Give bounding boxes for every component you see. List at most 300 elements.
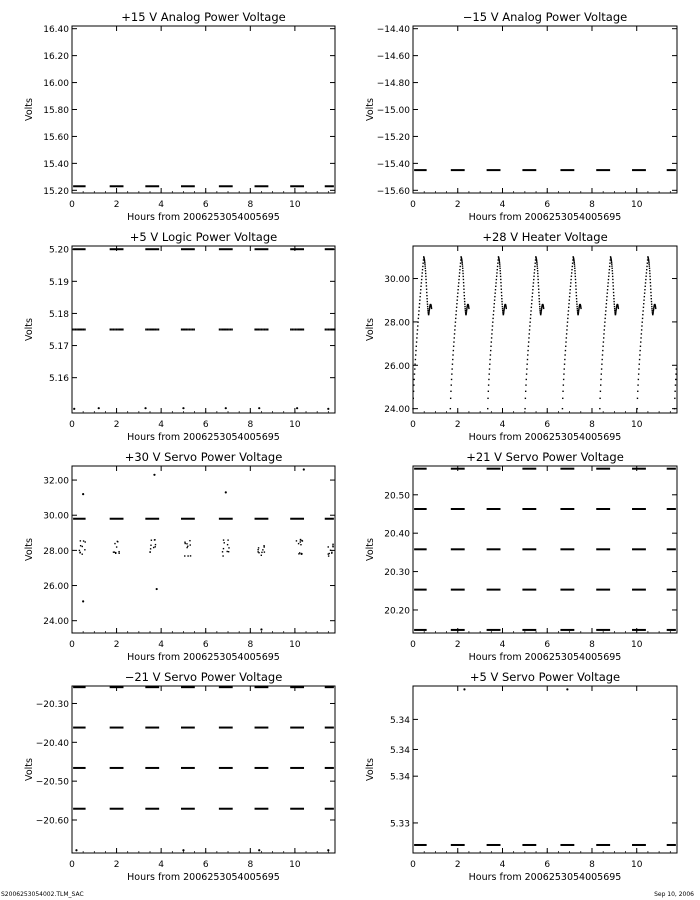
data-point bbox=[224, 542, 225, 543]
data-point bbox=[415, 350, 416, 351]
data-point bbox=[651, 308, 652, 309]
data-point bbox=[263, 545, 264, 546]
data-point bbox=[580, 308, 581, 309]
data-point bbox=[303, 329, 305, 331]
data-point bbox=[454, 333, 455, 334]
data-point bbox=[602, 354, 603, 355]
data-point bbox=[331, 552, 332, 553]
data-point bbox=[464, 298, 465, 299]
data-point bbox=[464, 303, 465, 304]
data-point bbox=[463, 289, 464, 290]
data-point bbox=[455, 314, 456, 315]
data-point bbox=[422, 272, 423, 273]
data-point bbox=[463, 292, 464, 293]
data-point bbox=[536, 260, 537, 261]
y-tick-label: −14.80 bbox=[376, 79, 410, 90]
data-point bbox=[494, 303, 495, 304]
x-tick-label: 2 bbox=[454, 860, 461, 870]
data-point bbox=[122, 329, 124, 331]
data-point bbox=[189, 329, 191, 331]
data-point bbox=[227, 544, 228, 545]
data-point bbox=[451, 379, 452, 380]
data-point bbox=[649, 268, 650, 269]
y-tick-label: −14.40 bbox=[376, 25, 410, 36]
data-point bbox=[506, 308, 507, 309]
data-point bbox=[613, 289, 614, 290]
data-point bbox=[528, 337, 529, 338]
data-point bbox=[427, 310, 428, 311]
data-point bbox=[463, 279, 464, 280]
data-point bbox=[193, 329, 195, 331]
data-point bbox=[607, 286, 608, 287]
data-point bbox=[185, 543, 186, 544]
data-point bbox=[85, 541, 86, 542]
x-tick-label: 10 bbox=[289, 640, 301, 650]
data-point bbox=[539, 306, 540, 307]
data-point bbox=[574, 265, 575, 266]
y-axis-label: Volts bbox=[24, 98, 35, 121]
data-point bbox=[500, 273, 501, 274]
data-point bbox=[637, 384, 638, 385]
data-point bbox=[537, 265, 538, 266]
data-point bbox=[570, 286, 571, 287]
data-point bbox=[644, 289, 645, 290]
data-point bbox=[80, 545, 81, 546]
y-tick-label: 26.00 bbox=[384, 361, 410, 372]
y-axis-label: Volts bbox=[365, 98, 376, 121]
data-point bbox=[455, 318, 456, 319]
data-point bbox=[149, 551, 150, 552]
data-point bbox=[415, 359, 416, 360]
data-point bbox=[417, 329, 418, 330]
y-tick-label: 16.20 bbox=[43, 52, 69, 63]
data-point bbox=[639, 364, 640, 365]
data-point bbox=[451, 368, 452, 369]
data-point bbox=[457, 289, 458, 290]
x-tick-label: 6 bbox=[202, 200, 209, 210]
data-point bbox=[497, 263, 498, 264]
data-point bbox=[501, 295, 502, 296]
data-point bbox=[415, 354, 416, 355]
data-point bbox=[426, 292, 427, 293]
data-point bbox=[76, 329, 78, 331]
y-tick-label: −15.20 bbox=[376, 132, 410, 143]
data-point bbox=[298, 543, 299, 544]
data-point bbox=[609, 269, 610, 270]
x-axis-label: Hours from 2006253054005695 bbox=[468, 652, 622, 663]
data-point bbox=[638, 379, 639, 380]
data-point bbox=[264, 329, 266, 331]
chart-title: +5 V Logic Power Voltage bbox=[129, 230, 278, 244]
data-point bbox=[527, 359, 528, 360]
data-point bbox=[502, 306, 503, 307]
outlier-point bbox=[303, 468, 305, 470]
data-point bbox=[118, 551, 119, 552]
data-point bbox=[429, 310, 430, 311]
data-point bbox=[114, 329, 116, 331]
data-point bbox=[531, 299, 532, 300]
data-point bbox=[526, 379, 527, 380]
data-point bbox=[228, 547, 229, 548]
data-point bbox=[494, 299, 495, 300]
data-point bbox=[608, 279, 609, 280]
data-point bbox=[576, 292, 577, 293]
outlier-point bbox=[73, 408, 75, 410]
plot-frame bbox=[413, 686, 677, 853]
data-point bbox=[150, 329, 152, 331]
data-point bbox=[533, 282, 534, 283]
data-point bbox=[264, 551, 265, 552]
data-point bbox=[600, 391, 601, 392]
data-point bbox=[490, 346, 491, 347]
data-point bbox=[488, 391, 489, 392]
x-tick-label: 10 bbox=[289, 200, 301, 210]
data-point bbox=[499, 260, 500, 261]
data-point bbox=[117, 329, 119, 331]
data-point bbox=[615, 314, 616, 315]
data-point bbox=[577, 314, 578, 315]
data-point bbox=[426, 285, 427, 286]
data-point bbox=[637, 398, 638, 399]
data-point bbox=[652, 314, 653, 315]
x-tick-label: 8 bbox=[247, 640, 254, 650]
x-tick-label: 6 bbox=[202, 860, 209, 870]
data-point bbox=[82, 553, 83, 554]
data-point bbox=[267, 329, 269, 331]
data-point bbox=[466, 311, 467, 312]
outlier-point bbox=[296, 407, 298, 409]
data-point bbox=[532, 286, 533, 287]
data-point bbox=[458, 282, 459, 283]
y-tick-label: 15.20 bbox=[43, 186, 69, 197]
data-point bbox=[414, 373, 415, 374]
data-point bbox=[75, 329, 77, 331]
data-point bbox=[618, 308, 619, 309]
data-point bbox=[299, 552, 300, 553]
data-point bbox=[651, 301, 652, 302]
data-point bbox=[464, 301, 465, 302]
y-tick-label: 30.00 bbox=[43, 511, 69, 522]
data-point bbox=[258, 329, 260, 331]
x-tick-label: 2 bbox=[454, 200, 461, 210]
data-point bbox=[645, 279, 646, 280]
data-point bbox=[489, 364, 490, 365]
data-point bbox=[539, 303, 540, 304]
data-point bbox=[418, 318, 419, 319]
data-point bbox=[78, 329, 80, 331]
data-point bbox=[426, 282, 427, 283]
data-point bbox=[577, 308, 578, 309]
data-point bbox=[529, 325, 530, 326]
data-point bbox=[642, 310, 643, 311]
data-point bbox=[118, 553, 119, 554]
data-point bbox=[650, 292, 651, 293]
data-point bbox=[535, 263, 536, 264]
x-tick-label: 0 bbox=[69, 640, 75, 650]
data-point bbox=[223, 329, 225, 331]
plot-frame bbox=[413, 26, 677, 193]
data-point bbox=[459, 269, 460, 270]
x-tick-label: 10 bbox=[631, 860, 643, 870]
data-point bbox=[611, 268, 612, 269]
data-point bbox=[525, 384, 526, 385]
plot-frame bbox=[413, 246, 677, 413]
data-point bbox=[228, 329, 230, 331]
x-tick-label: 0 bbox=[69, 420, 75, 430]
data-point bbox=[578, 311, 579, 312]
data-point bbox=[538, 285, 539, 286]
outlier-point bbox=[258, 407, 260, 409]
data-point bbox=[651, 298, 652, 299]
data-point bbox=[453, 350, 454, 351]
y-tick-label: 28.00 bbox=[43, 546, 69, 557]
outlier-point bbox=[182, 407, 184, 409]
data-point bbox=[567, 314, 568, 315]
data-point bbox=[427, 303, 428, 304]
data-point bbox=[461, 260, 462, 261]
data-point bbox=[571, 272, 572, 273]
chart-panel-2 bbox=[365, 10, 677, 223]
data-point bbox=[155, 329, 157, 331]
y-axis-label: Volts bbox=[24, 758, 35, 781]
data-point bbox=[463, 282, 464, 283]
data-point bbox=[641, 325, 642, 326]
data-point bbox=[539, 310, 540, 311]
data-point bbox=[412, 408, 413, 409]
data-point bbox=[330, 550, 331, 551]
data-point bbox=[491, 337, 492, 338]
plot-frame bbox=[72, 466, 335, 633]
chart-panel-8 bbox=[365, 670, 677, 883]
data-point bbox=[537, 276, 538, 277]
data-point bbox=[601, 364, 602, 365]
data-point bbox=[73, 329, 75, 331]
data-point bbox=[418, 310, 419, 311]
x-tick-label: 2 bbox=[113, 860, 120, 870]
data-point bbox=[525, 398, 526, 399]
y-tick-label: 15.40 bbox=[43, 159, 69, 170]
data-point bbox=[537, 270, 538, 271]
x-tick-label: 4 bbox=[158, 860, 165, 870]
data-point bbox=[424, 260, 425, 261]
chart-panel-5 bbox=[24, 450, 335, 663]
data-point bbox=[575, 276, 576, 277]
data-point bbox=[334, 329, 336, 331]
x-tick-label: 2 bbox=[113, 420, 120, 430]
x-axis-label: Hours from 2006253054005695 bbox=[127, 872, 280, 883]
data-point bbox=[111, 329, 113, 331]
data-point bbox=[564, 364, 565, 365]
data-point bbox=[563, 379, 564, 380]
data-point bbox=[639, 359, 640, 360]
data-point bbox=[326, 329, 328, 331]
data-point bbox=[460, 266, 461, 267]
x-tick-label: 0 bbox=[69, 200, 75, 210]
data-point bbox=[650, 285, 651, 286]
data-point bbox=[148, 329, 150, 331]
data-point bbox=[464, 308, 465, 309]
x-tick-label: 4 bbox=[499, 640, 506, 650]
data-point bbox=[574, 262, 575, 263]
data-point bbox=[228, 551, 229, 552]
data-point bbox=[84, 329, 86, 331]
data-point bbox=[417, 321, 418, 322]
y-tick-label: −20.40 bbox=[35, 738, 69, 749]
data-point bbox=[564, 368, 565, 369]
data-point bbox=[611, 260, 612, 261]
x-axis-label: Hours from 2006253054005695 bbox=[127, 212, 280, 223]
data-point bbox=[613, 292, 614, 293]
data-point bbox=[611, 262, 612, 263]
y-axis-label: Volts bbox=[365, 538, 376, 561]
data-point bbox=[116, 329, 118, 331]
data-point bbox=[300, 539, 301, 540]
data-point bbox=[609, 263, 610, 264]
data-point bbox=[538, 282, 539, 283]
data-point bbox=[222, 551, 223, 552]
data-point bbox=[332, 544, 333, 545]
data-point bbox=[606, 299, 607, 300]
data-point bbox=[465, 314, 466, 315]
y-tick-label: 5.16 bbox=[48, 374, 69, 385]
data-point bbox=[499, 268, 500, 269]
data-point bbox=[328, 329, 330, 331]
data-point bbox=[491, 341, 492, 342]
x-tick-label: 0 bbox=[410, 640, 416, 650]
data-point bbox=[459, 276, 460, 277]
data-point bbox=[576, 295, 577, 296]
data-point bbox=[572, 266, 573, 267]
data-point bbox=[609, 266, 610, 267]
x-axis-label: Hours from 2006253054005695 bbox=[468, 432, 622, 443]
data-point bbox=[488, 384, 489, 385]
data-point bbox=[227, 539, 228, 540]
data-point bbox=[114, 551, 115, 552]
chart-title: −21 V Servo Power Voltage bbox=[124, 670, 283, 684]
data-point bbox=[640, 337, 641, 338]
data-point bbox=[608, 276, 609, 277]
outlier-point bbox=[82, 600, 84, 602]
data-point bbox=[531, 307, 532, 308]
data-point bbox=[574, 273, 575, 274]
data-point bbox=[567, 318, 568, 319]
y-tick-label: 20.50 bbox=[384, 491, 410, 502]
data-point bbox=[72, 329, 74, 331]
data-point bbox=[492, 329, 493, 330]
data-point bbox=[653, 311, 654, 312]
data-point bbox=[427, 308, 428, 309]
data-point bbox=[155, 544, 156, 545]
data-point bbox=[566, 333, 567, 334]
data-point bbox=[602, 350, 603, 351]
y-tick-label: −20.50 bbox=[35, 777, 69, 788]
data-point bbox=[292, 329, 294, 331]
data-point bbox=[110, 329, 112, 331]
data-point bbox=[576, 301, 577, 302]
data-point bbox=[416, 346, 417, 347]
data-point bbox=[431, 308, 432, 309]
data-point bbox=[328, 546, 329, 547]
x-tick-label: 6 bbox=[544, 640, 551, 650]
chart-panel-7 bbox=[24, 670, 335, 883]
data-point bbox=[530, 310, 531, 311]
data-point bbox=[605, 307, 606, 308]
data-point bbox=[492, 321, 493, 322]
data-point bbox=[500, 276, 501, 277]
data-point bbox=[428, 313, 429, 314]
y-tick-label: 20.20 bbox=[384, 606, 410, 617]
data-point bbox=[642, 314, 643, 315]
data-point bbox=[463, 285, 464, 286]
data-point bbox=[576, 298, 577, 299]
data-point bbox=[463, 276, 464, 277]
data-point bbox=[147, 329, 149, 331]
data-point bbox=[575, 282, 576, 283]
data-point bbox=[186, 547, 187, 548]
data-point bbox=[607, 292, 608, 293]
data-point bbox=[496, 272, 497, 273]
data-point bbox=[424, 264, 425, 265]
data-point bbox=[295, 329, 297, 331]
data-point bbox=[501, 289, 502, 290]
data-point bbox=[540, 313, 541, 314]
data-point bbox=[616, 309, 617, 310]
data-point bbox=[651, 303, 652, 304]
chart-panel-4 bbox=[365, 230, 677, 443]
data-point bbox=[421, 282, 422, 283]
data-point bbox=[454, 337, 455, 338]
data-point bbox=[650, 279, 651, 280]
data-point bbox=[332, 329, 334, 331]
data-point bbox=[526, 373, 527, 374]
chart-title: −15 V Analog Power Voltage bbox=[462, 10, 628, 24]
data-point bbox=[329, 329, 331, 331]
data-point bbox=[492, 325, 493, 326]
data-point bbox=[575, 279, 576, 280]
outlier-point bbox=[98, 407, 100, 409]
data-point bbox=[571, 276, 572, 277]
x-tick-label: 10 bbox=[631, 200, 643, 210]
x-tick-label: 4 bbox=[499, 860, 506, 870]
data-point bbox=[495, 286, 496, 287]
data-point bbox=[578, 310, 579, 311]
data-point bbox=[79, 329, 81, 331]
data-point bbox=[608, 272, 609, 273]
data-point bbox=[675, 379, 676, 380]
data-point bbox=[532, 296, 533, 297]
data-point bbox=[615, 310, 616, 311]
y-tick-label: −20.30 bbox=[35, 699, 69, 710]
data-point bbox=[190, 555, 191, 556]
data-point bbox=[612, 282, 613, 283]
data-point bbox=[464, 295, 465, 296]
outlier-point bbox=[300, 553, 302, 555]
x-tick-label: 8 bbox=[247, 420, 254, 430]
data-point bbox=[413, 398, 414, 399]
data-point bbox=[416, 337, 417, 338]
data-point bbox=[181, 329, 183, 331]
data-point bbox=[565, 341, 566, 342]
chart-panel-1 bbox=[24, 10, 335, 223]
x-tick-label: 4 bbox=[158, 640, 165, 650]
outlier-point bbox=[566, 688, 568, 690]
data-point bbox=[538, 295, 539, 296]
data-point bbox=[302, 540, 303, 541]
data-point bbox=[419, 296, 420, 297]
data-point bbox=[567, 321, 568, 322]
data-point bbox=[534, 269, 535, 270]
data-point bbox=[648, 262, 649, 263]
